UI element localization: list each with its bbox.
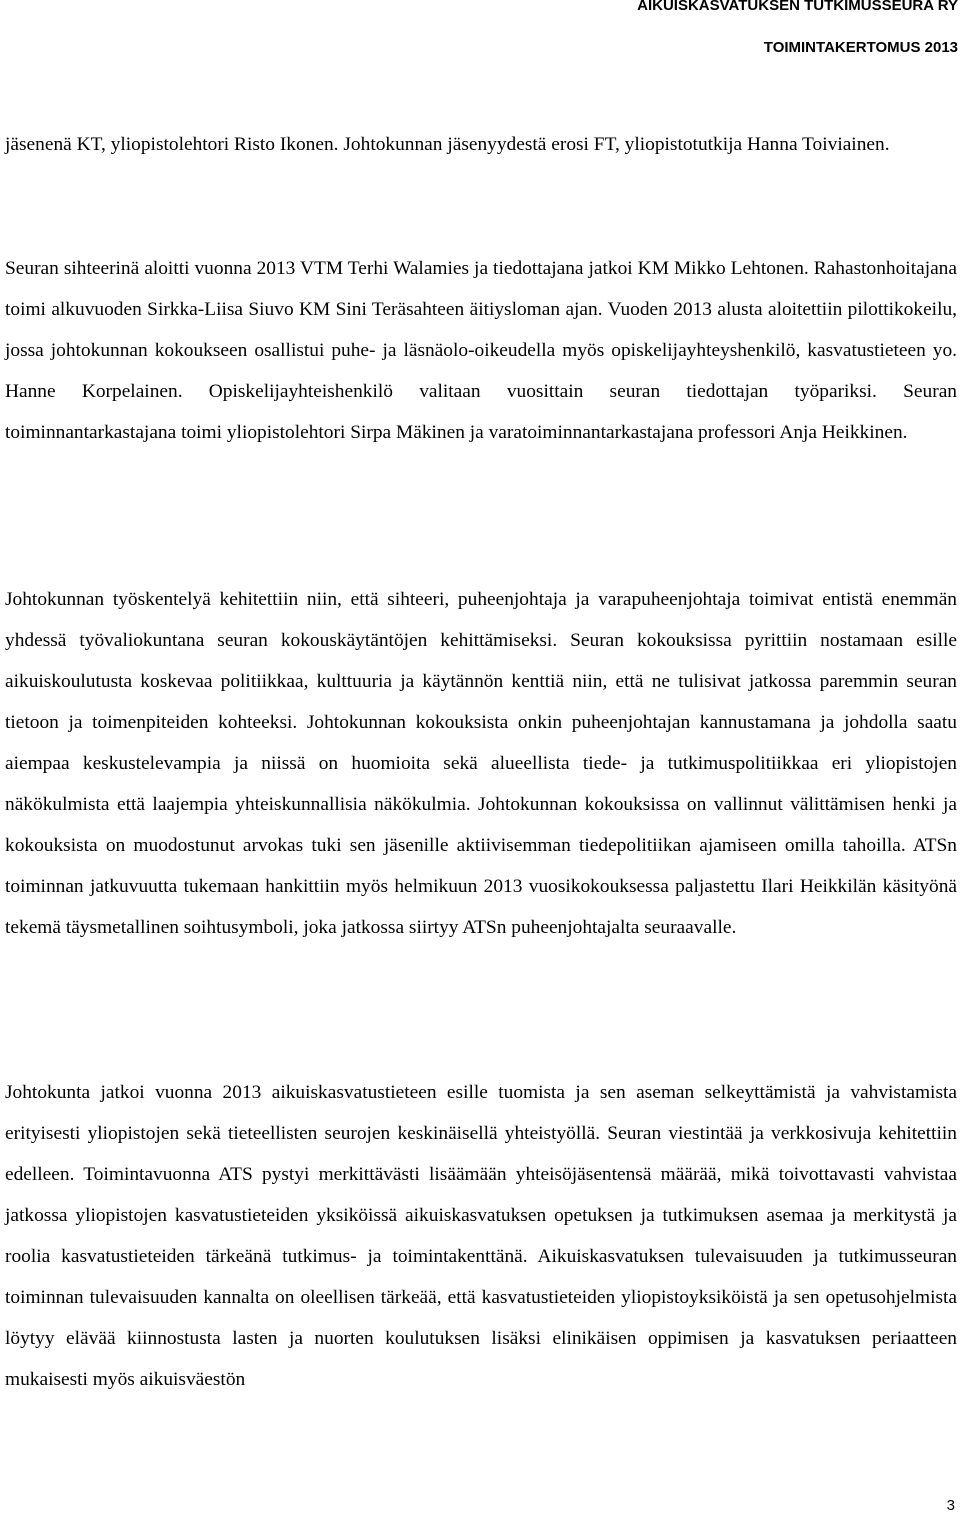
page-header: [637, 0, 958, 55]
header-organization: AIKUISKASVATUKSEN TUTKIMUSSEURA RY: [637, 0, 958, 14]
header-report-title: TOIMINTAKERTOMUS 2013: [763, 39, 958, 56]
paragraph-text: Johtokunta jatkoi vuonna 2013 aikuiskasvatustieteen esille tuomista ja sen aseman selkeyttämistä ja vahvistamista erityisesti yliopistojen sekä tieteellisten seurojen keskinäisellä yhteistyöllä. Seuran viestintää ja verkkosivuja kehitettiin edelleen. Toimintavuonna ATS pystyi merkittävästi lisäämään yhteisöjäsentensä määrää, mikä toivottavasti vahvistaa jatkossa yliopistojen kasvatustieteiden yksiköissä aikuiskasvatuksen opetuksen ja tutkimuksen asemaa ja merkitystä ja roolia kasvatustieteiden tärkeänä tutkimus- ja toimintakenttänä. Aikuiskasvatuksen tulevaisuuden ja tutkimusseuran toiminnan tulevaisuuden kannalta on oleellisen tärkeää, että kasvatustieteiden yliopistoyksiköistä ja sen opetusohjelmista löytyy elävää kiinnostusta lasten ja nuorten koulutuksen lisäksi elinikäisen oppimisen ja kasvatuksen periaatteen mukaisesti myös aikuisväestön: [5, 1082, 957, 1390]
paragraph-text: Johtokunnan työskentelyä kehitettiin niin, että sihteeri, puheenjohtaja ja varapuheenjohtaja toimivat entistä enemmän yhdessä työvaliokuntana seuran kokouskäytäntöjen kehittämiseksi. Seuran kokouksissa pyrittiin nostamaan esille aikuiskoulutusta koskevaa politiikkaa, kulttuuria ja käytännön kenttiä niin, että ne tulisivat jatkossa paremmin seuran tietoon ja toimenpiteiden kohteeksi. Johtokunnan kokouksista onkin puheenjohtajan kannustamana ja johdolla saatu aiempaa keskustelevampia ja niissä on huomioita sekä alueellista tiede- ja tutkimuspolitiikkaa eri yliopistojen näkökulmista että laajempia yhteiskunnallisia näkökulmia. Johtokunnan kokouksissa on vallinnut välittämisen henki ja kokouksista on muodostunut arvokas tuki sen jäsenille aktiivisemman tiedepolitiikan ajamiseen omilla tahoilla. ATSn toiminnan jatkuvuutta tukemaan hankittiin myös helmikuun 2013 vuosikokouksessa paljastettu Ilari Heikkilän käsityönä tekemä täysmetallinen soihtusymboli, joka jatkossa siirtyy ATSn puheenjohtajalta seuraavalle.: [5, 589, 957, 938]
paragraph-3: [5, 579, 957, 948]
paragraph-2: [5, 248, 957, 453]
paragraph-1: [5, 124, 957, 165]
paragraph-4: [5, 1072, 957, 1400]
paragraph-text: jäsenenä KT, yliopistolehtori Risto Ikonen. Johtokunnan jäsenyydestä erosi FT, yliopistotutkija Hanna Toiviainen.: [5, 134, 890, 155]
page-number: 3: [946, 1497, 955, 1514]
paragraph-text: Seuran sihteerinä aloitti vuonna 2013 VTM Terhi Walamies ja tiedottajana jatkoi KM Mikko Lehtonen. Rahastonhoitajana toimi alkuvuoden Sirkka-Liisa Siuvo KM Sini Teräsahteen äitiysloman ajan. Vuoden 2013 alusta aloitettiin pilottikokeilu, jossa johtokunnan kokoukseen osallistui puhe- ja läsnäolo-oikeudella myös opiskelijayhteyshenkilö, kasvatustieteen yo. Hanne Korpelainen. Opiskelijayhteishenkilö valitaan vuosittain seuran tiedottajan työpariksi. Seuran toiminnantarkastajana toimi yliopistolehtori Sirpa Mäkinen ja varatoiminnantarkastajana professori Anja Heikkinen.: [5, 258, 957, 443]
